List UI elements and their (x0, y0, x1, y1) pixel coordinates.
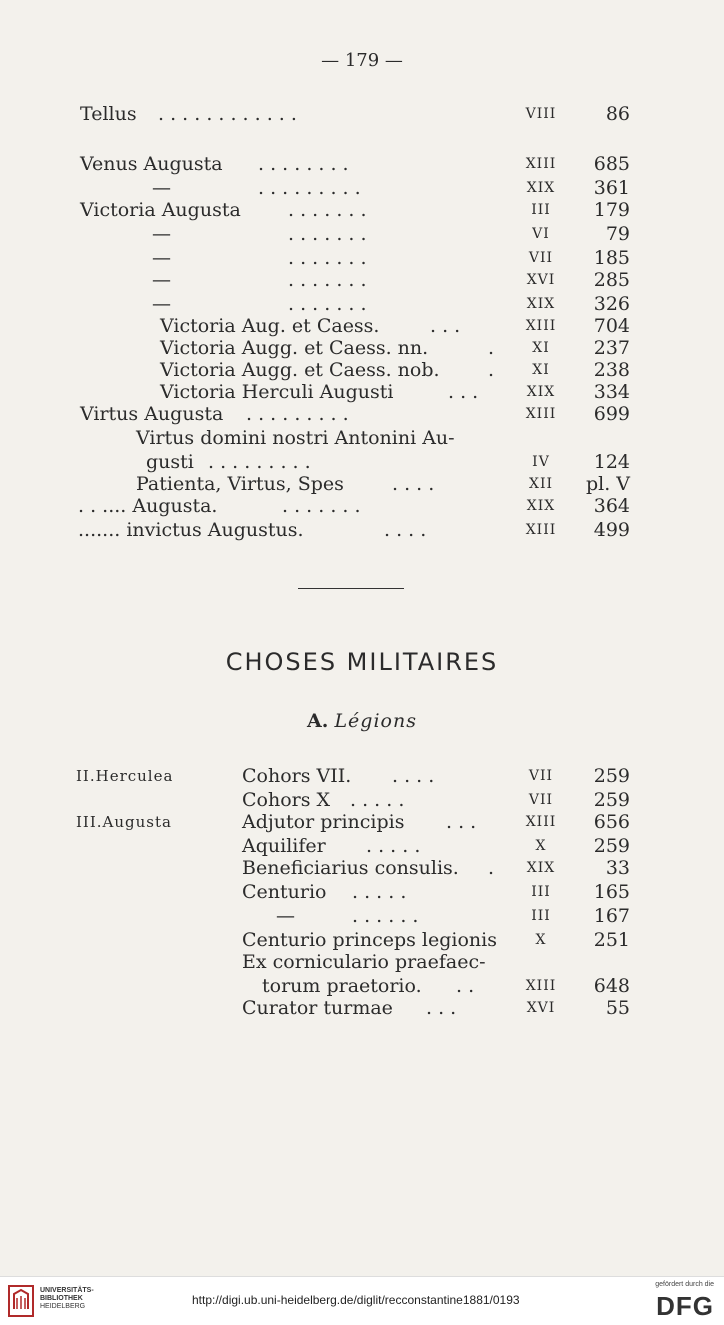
index-entry (0, 198, 724, 222)
entry-page: 79 (605, 223, 630, 245)
military-entry (0, 764, 724, 788)
entry-text: Cohors X (242, 789, 331, 811)
entry-volume: III (531, 202, 551, 218)
index-entry (0, 380, 724, 404)
entry-dots: . . . . . (350, 789, 405, 811)
entry-page: 238 (593, 359, 630, 381)
entry-text: — (152, 177, 171, 199)
entry-page: 259 (593, 765, 630, 787)
entry-volume: III (531, 884, 551, 900)
university-logo-icon (8, 1285, 34, 1317)
index-entry (0, 222, 724, 246)
entry-page: 185 (593, 247, 630, 269)
entry-text: Virtus domini nostri Antonini Au- (136, 427, 455, 449)
entry-page: 124 (593, 451, 630, 473)
entry-text: Victoria Augusta (80, 199, 241, 221)
military-entry (0, 810, 724, 834)
entry-dots: . . . (430, 315, 461, 337)
entry-page: 704 (593, 315, 630, 337)
entry-text: Victoria Herculi Augusti (160, 381, 394, 403)
entry-dots: . . . (426, 997, 457, 1019)
index-entry (0, 314, 724, 338)
entry-text: Curator turmae (242, 997, 393, 1019)
index-entry (0, 450, 724, 474)
entry-volume: XIII (525, 814, 557, 830)
entry-text: Tellus (80, 103, 137, 125)
entry-text: — (276, 905, 295, 927)
section-heading: CHOSES MILITAIRES (225, 648, 499, 676)
entry-volume: XI (532, 340, 550, 356)
entry-page: 648 (593, 975, 630, 997)
entry-volume: XI (532, 362, 550, 378)
entry-dots: . . . . (392, 765, 435, 787)
entry-volume: XIII (525, 978, 557, 994)
entry-dots: . . . (446, 811, 477, 833)
funding-note: gefördert durch die (655, 1281, 714, 1288)
entry-text: Centurio (242, 881, 327, 903)
entry-page: 285 (593, 269, 630, 291)
entry-text: — (152, 269, 171, 291)
index-entry (0, 402, 724, 426)
entry-dots: . . . . . . . . . (208, 451, 311, 473)
entry-dots: . . . . . (366, 835, 421, 857)
entry-text: . . .... Augusta. (78, 495, 218, 517)
entry-dots: . . . . . . (352, 905, 419, 927)
entry-page: 167 (593, 905, 630, 927)
entry-volume: VII (528, 768, 554, 784)
entry-text: Aquilifer (242, 835, 326, 857)
entry-dots: . . . . (384, 519, 427, 541)
subsection-title: Légions (334, 710, 417, 732)
military-entry (0, 880, 724, 904)
entry-page: 259 (593, 835, 630, 857)
entry-text: Adjutor principis (242, 811, 405, 833)
index-entry (0, 518, 724, 542)
entry-dots: . . . . (392, 473, 435, 495)
entry-volume: IV (532, 454, 550, 470)
subsection-heading (0, 710, 724, 732)
entry-dots: . (488, 337, 495, 359)
entry-text: Virtus Augusta (80, 403, 224, 425)
entry-volume: VII (528, 792, 554, 808)
entry-text: Victoria Augg. et Caess. nn. (160, 337, 429, 359)
entry-text: Beneficiarius consulis. (242, 857, 459, 879)
entry-dots: . . . . . . . . . . . . (158, 103, 297, 125)
index-entry (0, 358, 724, 382)
entry-page: 685 (593, 153, 630, 175)
entry-volume: XIX (526, 860, 556, 876)
entry-text: gusti (146, 451, 194, 473)
entry-text: Victoria Aug. et Caess. (160, 315, 380, 337)
military-entry (0, 904, 724, 928)
entry-dots: . (488, 359, 495, 381)
entry-page: 699 (593, 403, 630, 425)
institution-name: UNIVERSITÄTS- BIBLIOTHEK HEIDELBERG (40, 1287, 94, 1310)
entry-volume: XII (528, 476, 554, 492)
index-entry (0, 176, 724, 200)
entry-dots: . . . . . (352, 881, 407, 903)
entry-page: 33 (605, 857, 630, 879)
entry-text: Ex corniculario praefaec- (242, 951, 486, 973)
entry-text: Victoria Augg. et Caess. nob. (160, 359, 440, 381)
index-entry (0, 268, 724, 292)
entry-dots: . (488, 857, 495, 879)
entry-volume: XIII (525, 156, 557, 172)
index-entry (0, 494, 724, 518)
entry-page: 251 (593, 929, 630, 951)
viewer-footer (0, 1276, 724, 1325)
index-entry (0, 246, 724, 270)
legion-name: III.Augusta (76, 813, 172, 831)
entry-page: 656 (593, 811, 630, 833)
entry-text: — (152, 223, 171, 245)
entry-dots: . . . . . . . (282, 495, 361, 517)
entry-page: 259 (593, 789, 630, 811)
entry-page: 55 (605, 997, 630, 1019)
entry-volume: III (531, 908, 551, 924)
section-divider (298, 588, 404, 589)
entry-page: 179 (593, 199, 630, 221)
entry-text: ....... invictus Augustus. (78, 519, 304, 541)
dfg-logo: DFG (656, 1291, 714, 1321)
entry-dots: . . . . . . . (288, 269, 367, 291)
entry-page: 364 (593, 495, 630, 517)
index-entry (0, 472, 724, 496)
entry-volume: X (535, 932, 547, 948)
index-entry (0, 336, 724, 360)
entry-page: pl. V (585, 473, 630, 495)
entry-page: 86 (605, 103, 630, 125)
entry-dots: . . . . . . . (288, 247, 367, 269)
entry-dots: . . . (448, 381, 479, 403)
index-entry (0, 292, 724, 316)
entry-page: 165 (593, 881, 630, 903)
index-entry (0, 426, 724, 450)
military-entry (0, 928, 724, 952)
entry-volume: XIII (525, 406, 557, 422)
entry-text: torum praetorio. (262, 975, 422, 997)
military-entry (0, 974, 724, 998)
military-entry (0, 834, 724, 858)
entry-volume: VII (528, 250, 554, 266)
entry-dots: . . . . . . . (288, 223, 367, 245)
entry-page: 237 (593, 337, 630, 359)
legion-name: II.Herculea (76, 767, 174, 785)
entry-volume: XVI (526, 1000, 556, 1016)
entry-dots: . . . . . . . . (258, 153, 349, 175)
entry-page: 499 (593, 519, 630, 541)
military-entry (0, 856, 724, 880)
entry-dots: . . (456, 975, 475, 997)
index-entry (0, 102, 724, 126)
military-entry (0, 788, 724, 812)
entry-volume: XIX (526, 498, 556, 514)
military-entry (0, 996, 724, 1020)
index-entry (0, 152, 724, 176)
subsection-letter: A. (307, 710, 329, 732)
entry-text: — (152, 247, 171, 269)
entry-page: 326 (593, 293, 630, 315)
entry-text: Patienta, Virtus, Spes (136, 473, 344, 495)
page-number: — 179 — (321, 50, 403, 71)
entry-dots: . . . . . . . (288, 293, 367, 315)
entry-dots: . . . . . . . . . (258, 177, 361, 199)
entry-page: 361 (593, 177, 630, 199)
entry-text: — (152, 293, 171, 315)
entry-volume: XIX (526, 296, 556, 312)
military-entry (0, 950, 724, 974)
entry-page: 334 (593, 381, 630, 403)
entry-volume: XIX (526, 180, 556, 196)
entry-volume: XIII (525, 522, 557, 538)
entry-dots: . . . . . . . (288, 199, 367, 221)
entry-text: Venus Augusta (80, 153, 223, 175)
entry-volume: XIX (526, 384, 556, 400)
entry-text: Cohors VII. (242, 765, 352, 787)
entry-volume: XVI (526, 272, 556, 288)
entry-dots: . . . . . . . . . (246, 403, 349, 425)
entry-text: Centurio princeps legionis (242, 929, 497, 951)
permalink-url[interactable]: http://digi.ub.uni-heidelberg.de/diglit/recconstantine1881/0193 (192, 1293, 520, 1307)
entry-volume: X (535, 838, 547, 854)
entry-volume: XIII (525, 318, 557, 334)
entry-volume: VIII (525, 106, 557, 122)
entry-volume: VI (532, 226, 550, 242)
